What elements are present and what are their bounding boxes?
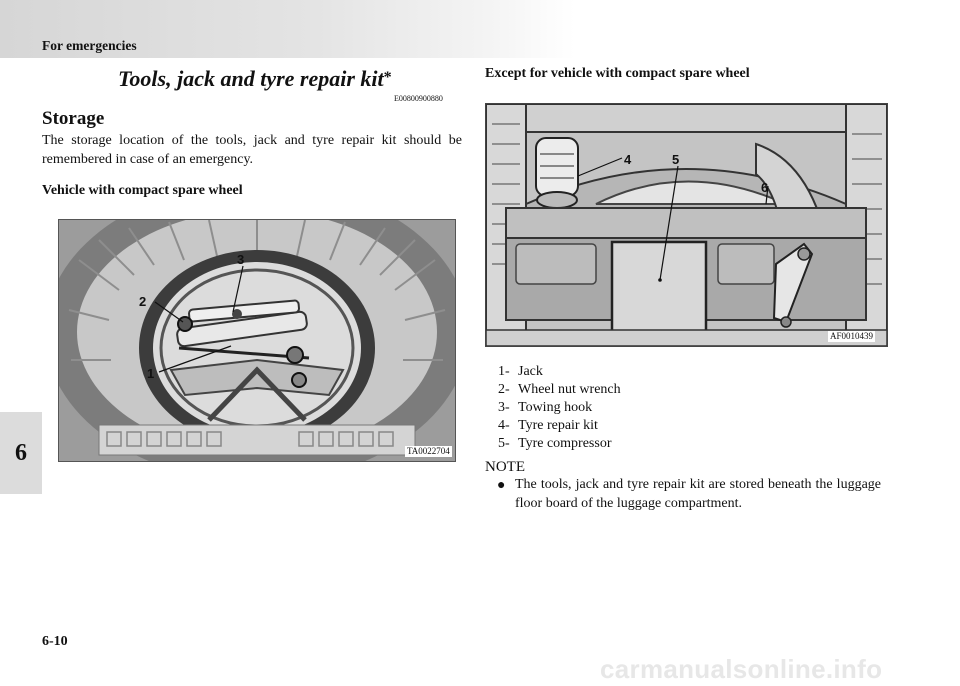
title-mark: * xyxy=(383,69,392,86)
page-title-text: Tools, jack and tyre repair kit xyxy=(118,66,384,91)
page-number: 6-10 xyxy=(42,634,68,649)
list-item-number: 3- xyxy=(498,400,510,415)
subheading-compact-spare: Vehicle with compact spare wheel xyxy=(42,183,243,198)
note-label: NOTE xyxy=(485,459,525,475)
note-bullet-icon: ● xyxy=(497,478,506,493)
list-item-label: Towing hook xyxy=(518,400,593,415)
chapter-number: 6 xyxy=(15,439,27,466)
callout-4: 4 xyxy=(624,152,632,167)
callout-6: 6 xyxy=(761,180,769,195)
figure-spare-wheel-well xyxy=(58,219,456,462)
list-item-label: Tyre compressor xyxy=(518,436,612,451)
subheading-no-compact-spare: Except for vehicle with compact spare wheel xyxy=(485,66,750,81)
parts-list xyxy=(498,363,621,453)
watermark: carmanualsonline.info xyxy=(600,654,883,684)
list-item-number: 1- xyxy=(498,364,510,379)
figure-code-left: TA0022704 xyxy=(407,446,450,456)
list-item-number: 5- xyxy=(498,436,510,451)
list-item xyxy=(498,435,621,453)
list-item xyxy=(498,381,621,399)
figure-luggage-compartment xyxy=(485,103,888,347)
chapter-tab xyxy=(0,412,42,494)
callout-1: 1 xyxy=(147,366,155,381)
list-item-label: Wheel nut wrench xyxy=(518,382,621,397)
storage-heading: Storage xyxy=(42,108,105,129)
list-item-label: Tyre repair kit xyxy=(518,418,598,433)
list-item xyxy=(498,399,621,417)
spare-wheel-illustration xyxy=(59,220,455,461)
list-item xyxy=(498,363,621,381)
list-item-label: Jack xyxy=(518,364,543,379)
luggage-compartment-illustration xyxy=(486,104,887,346)
callout-2: 2 xyxy=(139,294,147,309)
callout-3: 3 xyxy=(237,252,245,267)
callout-5: 5 xyxy=(672,152,680,167)
list-item-number: 4- xyxy=(498,418,510,433)
page-title xyxy=(118,66,392,92)
section-title: For emergencies xyxy=(42,38,137,53)
storage-text: The storage location of the tools, jack and tyre repair kit should be remembered in case of an emergency. xyxy=(42,133,462,167)
reference-code: E00800900880 xyxy=(394,94,443,103)
figure-code-right: AF0010439 xyxy=(830,331,874,341)
note-text: The tools, jack and tyre repair kit are stored beneath the luggage floor board of the luggage compartment. xyxy=(515,477,881,511)
list-item-number: 2- xyxy=(498,382,510,397)
list-item xyxy=(498,417,621,435)
